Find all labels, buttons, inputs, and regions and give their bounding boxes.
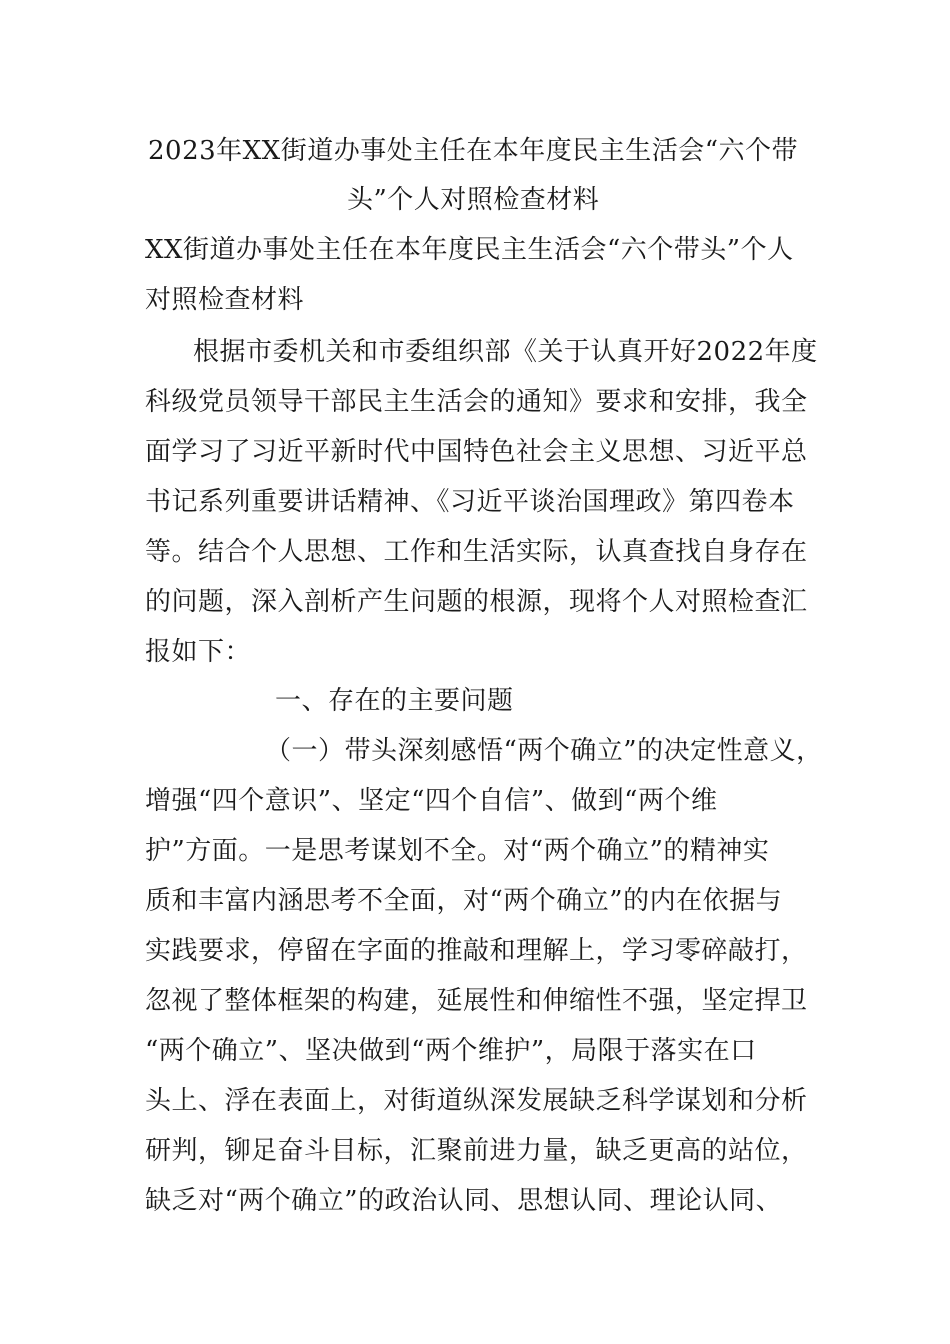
intro-line-2: 科级党员领导干部民主生活会的通知》要求和安排，我全: [145, 387, 808, 417]
intro-line-7: 报如下：: [145, 637, 252, 667]
body-line-3: 护”方面。一是思考谋划不全。对“两个确立”的精神实: [145, 836, 770, 866]
intro-line-1: 根据市委机关和市委组织部《关于认真开好2022年度: [193, 337, 818, 367]
intro-line-4: 书记系列重要讲话精神、《习近平谈治国理政》第四卷本: [145, 487, 795, 517]
document-title-line-2: 头”个人对照检查材料: [347, 185, 600, 215]
body-line-2: 增强“四个意识”、坚定“四个自信”、做到“两个维: [145, 786, 718, 816]
body-line-5: 实践要求，停留在字面的推敲和理解上，学习零碎敲打，: [145, 936, 808, 966]
body-line-1: （一）带头深刻感悟“两个确立”的决定性意义，: [265, 736, 823, 766]
document-subtitle-line-1: XX街道办事处主任在本年度民主生活会“六个带头”个人: [145, 235, 794, 265]
body-line-8: 头上、浮在表面上，对街道纵深发展缺乏科学谋划和分析: [145, 1086, 808, 1116]
body-line-10: 缺乏对“两个确立”的政治认同、思想认同、理论认同、: [145, 1186, 783, 1216]
body-line-7: “两个确立”、坚决做到“两个维护”，局限于落实在口: [145, 1036, 757, 1066]
section-heading: 一、存在的主要问题: [275, 686, 514, 716]
document-subtitle-line-2: 对照检查材料: [145, 285, 305, 315]
intro-line-5: 等。结合个人思想、工作和生活实际，认真查找自身存在: [145, 537, 808, 567]
intro-line-3: 面学习了习近平新时代中国特色社会主义思想、习近平总: [145, 437, 808, 467]
intro-line-6: 的问题，深入剖析产生问题的根源，现将个人对照检查汇: [145, 587, 808, 617]
document-title-line-1: 2023年XX街道办事处主任在本年度民主生活会“六个带: [148, 136, 798, 166]
body-line-9: 研判，铆足奋斗目标，汇聚前进力量，缺乏更高的站位，: [145, 1136, 808, 1166]
body-line-6: 忽视了整体框架的构建，延展性和伸缩性不强，坚定捍卫: [145, 986, 808, 1016]
body-line-4: 质和丰富内涵思考不全面，对“两个确立”的内在依据与: [145, 886, 783, 916]
